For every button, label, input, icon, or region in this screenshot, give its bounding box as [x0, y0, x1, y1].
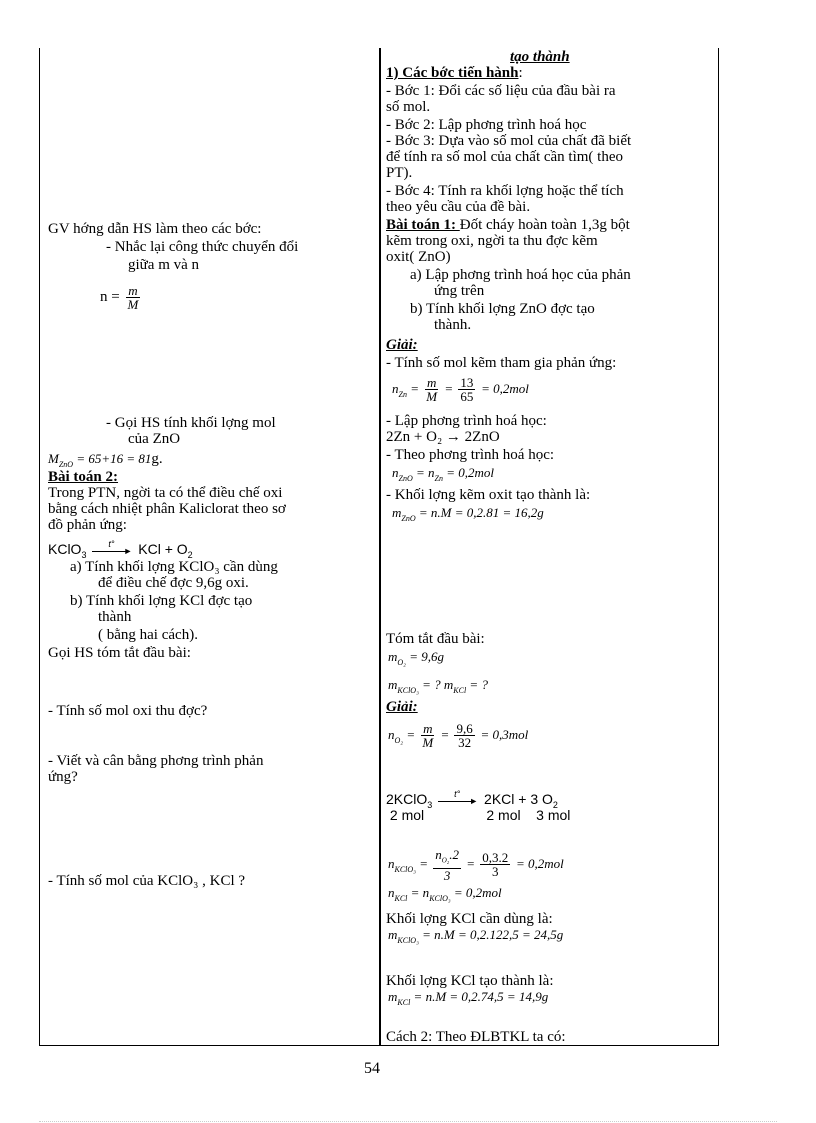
bai-toan-2-title: Bài toán 2: — [48, 469, 119, 485]
summary-prompt: Gọi HS tóm tắt đầu bài: — [48, 645, 191, 661]
m-kcl-result: $m_{KCl} = n.M = 0,2.74,5 = 14,9g$ — [388, 989, 549, 1007]
n-zn-formula: $n_{Zn}$ = $\frac{m}{M}$ = $\frac{13}{65}$ = 0,2mol — [392, 375, 529, 404]
step-2: - Bớc 2: Lập phơng trình hoá học — [386, 117, 587, 133]
question-b-line-2: thành — [98, 609, 132, 625]
m-unknowns: $m_{KClO_3}$ = ? $m_{KCl}$ = ? — [388, 677, 488, 695]
kl-kcl-text: Khối lợng KCl tạo thành là: — [386, 973, 554, 989]
lesson-table — [39, 48, 719, 1046]
recall-line-1: - Nhắc lại công thức chuyển đổi — [106, 239, 299, 255]
gv-guide-text: GV hớng dẫn HS làm theo các bớc: — [48, 221, 262, 237]
lap-pt-text: - Lập phơng trình hoá học: — [386, 413, 547, 429]
giai-heading-2: Giải: — [386, 699, 418, 715]
reaction-2-kclo3: 2KClO$_3$ t° ► 2KCl + 3 $O_2$ — [386, 789, 558, 810]
question-equation-line-2: ứng? — [48, 769, 78, 785]
question-mol-o2: - Tính số mol oxi thu đợc? — [48, 703, 208, 719]
call-hs-line-2: của ZnO — [128, 431, 181, 447]
mol-row: 2 mol 2 mol 3 mol — [386, 807, 571, 823]
tomtat-text: Tóm tắt đầu bài: — [386, 631, 485, 647]
recall-line-2: giữa m và n — [128, 257, 200, 273]
question-a-line-1: a) Tính khối lợng KClO₃ cần dùng — [70, 559, 278, 575]
reaction-kclo3: KClO$_3$ t° ► KCl + $O_2$ — [48, 539, 193, 560]
m-kclo3-result: $m_{KClO_3} = n.M = 0,2.122,5 = 24,5g$ — [388, 927, 564, 945]
step-3-line-1: - Bớc 3: Dựa vào số mol của chất đã biết — [386, 133, 632, 149]
m-zno-formula: $M_{ZnO} = 65+16 = 81g$. — [48, 451, 163, 469]
arrow-icon: t° ► — [438, 795, 478, 805]
page-number: 54 — [364, 1060, 380, 1077]
theo-pt-text: - Theo phơng trình hoá học: — [386, 447, 555, 463]
step-3-line-2: để tính ra số mol của chất cần tìm( theo — [386, 149, 624, 165]
call-hs-line-1: - Gọi HS tính khối lợng mol — [106, 415, 276, 431]
steps-title: 1) Các bớc tiến hành: — [386, 65, 523, 81]
n-zno-formula: $n_{ZnO} = n_{Zn} = 0,2mol$ — [392, 465, 494, 483]
step-1-line-1: - Bớc 1: Đổi các số liệu của đầu bài ra — [386, 83, 616, 99]
column-divider — [379, 48, 381, 1045]
giai-heading-1: Giải: — [386, 337, 418, 353]
question-b-line-3: ( bằng hai cách). — [98, 627, 198, 643]
bt1-a-line-2: ứng trên — [434, 283, 485, 299]
m-o2-given: $m_{O_2} = 9,6g$ — [388, 649, 444, 667]
page-bottom-divider — [39, 1121, 777, 1122]
top-cut-text: tạo thành — [510, 49, 570, 65]
question-a-line-2: để điều chế đợc 9,6g oxi. — [98, 575, 249, 591]
n-formula: n = $\frac{m}{M}$ — [100, 283, 139, 312]
mol-zn-text: - Tính số mol kẽm tham gia phản ứng: — [386, 355, 617, 371]
bt2-line-2: bằng cách nhiệt phân Kaliclorat theo sơ — [48, 501, 286, 517]
bt2-line-1: Trong PTN, ngời ta có thể điều chế oxi — [48, 485, 283, 501]
step-3-line-3: PT). — [386, 165, 413, 181]
question-mol-kclo3: - Tính số mol của KClO₃ , KCl ? — [48, 873, 246, 889]
kl-zno-text: - Khối lợng kẽm oxit tạo thành là: — [386, 487, 591, 503]
step-4-line-1: - Bớc 4: Tính ra khối lợng hoặc thể tích — [386, 183, 624, 199]
bt1-b-line-1: b) Tính khối lợng ZnO đợc tạo — [410, 301, 595, 317]
bai-toan-1-line-1: Bài toán 1: Đốt cháy hoàn toàn 1,3g bột — [386, 217, 630, 233]
bt2-line-3: đồ phản ứng: — [48, 517, 127, 533]
equation-zn: 2Zn + O₂ → 2ZnO — [386, 429, 500, 445]
cach-2-text: Cách 2: Theo ĐLBTKL ta có: — [386, 1029, 566, 1045]
m-zno-result: $m_{ZnO} = n.M = 0,2.81 = 16,2g$ — [392, 505, 544, 523]
bt1-b-line-2: thành. — [434, 317, 472, 333]
bai-toan-1-line-3: oxit( ZnO) — [386, 249, 451, 265]
kl-kclo3-text: Khối lợng KCl cần dùng là: — [386, 911, 553, 927]
n-kcl-formula: $n_{KCl} = n_{KClO_3} = 0,2mol$ — [388, 885, 502, 903]
question-b-line-1: b) Tính khối lợng KCl đợc tạo — [70, 593, 253, 609]
question-equation-line-1: - Viết và cân bằng phơng trình phản — [48, 753, 264, 769]
bai-toan-1-line-2: kẽm trong oxi, ngời ta thu đợc kẽm — [386, 233, 598, 249]
step-1-line-2: số mol. — [386, 99, 431, 115]
bt1-a-line-1: a) Lập phơng trình hoá học của phản — [410, 267, 631, 283]
n-o2-formula: $n_{O_2}$ = $\frac{m}{M}$ = $\frac{9,6}{32}$ = 0,3mol — [388, 721, 529, 750]
n-kclo3-formula: $n_{KClO_3}$ = $\frac{n_{O_2}.2}{3}$ = $\frac{0,3.2}{3}$ = 0,2mol — [388, 847, 564, 883]
step-4-line-2: theo yêu cầu của đề bài. — [386, 199, 531, 215]
arrow-icon: t° ► — [92, 545, 132, 555]
